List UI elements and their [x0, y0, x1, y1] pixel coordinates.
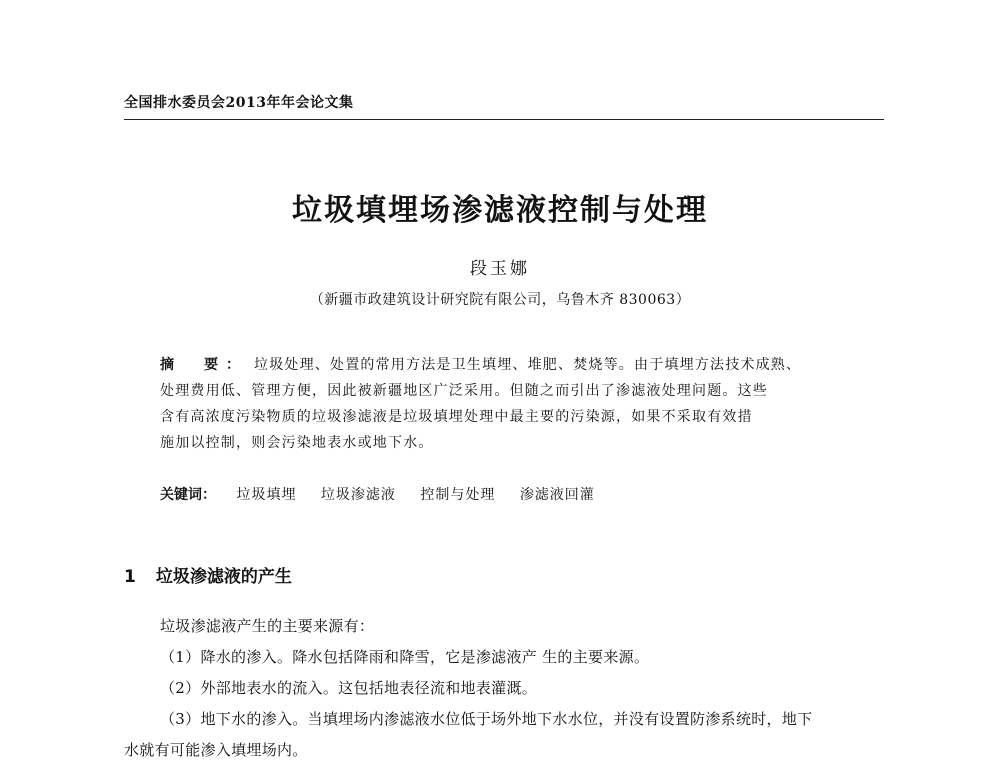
author-affiliation: （新疆市政建筑设计研究院有限公司，乌鲁木齐 830063） — [309, 292, 691, 308]
section-number: 1 — [124, 567, 136, 587]
abstract-line: 含有高浓度污染物质的垃圾渗滤液是垃圾填埋处理中最主要的污染源，如果不采取有效措 — [160, 409, 753, 425]
paper-title: 垃圾填埋场渗滤液控制与处理 — [292, 193, 708, 228]
abstract-text: 垃圾处理、处置的常用方法是卫生填埋、堆肥、焚烧等。由于填埋方法技术成熟、 — [254, 357, 802, 373]
header-rule — [124, 119, 884, 120]
abstract-line: 处理费用低、管理方便，因此被新疆地区广泛采用。但随之而引出了渗滤液处理问题。这些 — [160, 383, 768, 399]
keywords-label: 关键词： — [160, 487, 216, 503]
keywords — [160, 484, 615, 504]
body-paragraph-line: （1）降水的渗入。降水包括降雨和降雪，它是渗滤液产 生的主要来源。 — [160, 648, 650, 666]
body-text — [124, 611, 884, 766]
keyword: 垃圾渗滤液 — [320, 487, 396, 503]
body-paragraph-line: （2）外部地表水的流入。这包括地表径流和地表灌溉。 — [160, 679, 538, 697]
abstract-line: 施加以控制，则会污染地表水或地下水。 — [160, 435, 434, 451]
abstract-label: 摘 要： — [160, 357, 248, 373]
keyword: 渗滤液回灌 — [519, 487, 595, 503]
running-head: 全国排水委员会2013年年会论文集 — [124, 95, 354, 111]
keyword: 垃圾填埋 — [236, 487, 297, 503]
body-paragraph-line: （3）地下水的渗入。当填埋场内渗滤液水位低于场外地下水水位，并没有设置防渗系统时，地下 — [160, 710, 813, 728]
section-heading — [124, 562, 292, 587]
keyword: 控制与处理 — [420, 487, 496, 503]
abstract-line — [160, 352, 860, 378]
author-name: 段玉娜 — [470, 259, 530, 279]
section-title: 垃圾渗滤液的产生 — [155, 567, 292, 587]
body-paragraph-line: 垃圾渗滤液产生的主要来源有： — [160, 617, 375, 635]
body-paragraph-line: 水就有可能渗入填埋场内。 — [124, 741, 308, 759]
abstract — [160, 352, 860, 456]
